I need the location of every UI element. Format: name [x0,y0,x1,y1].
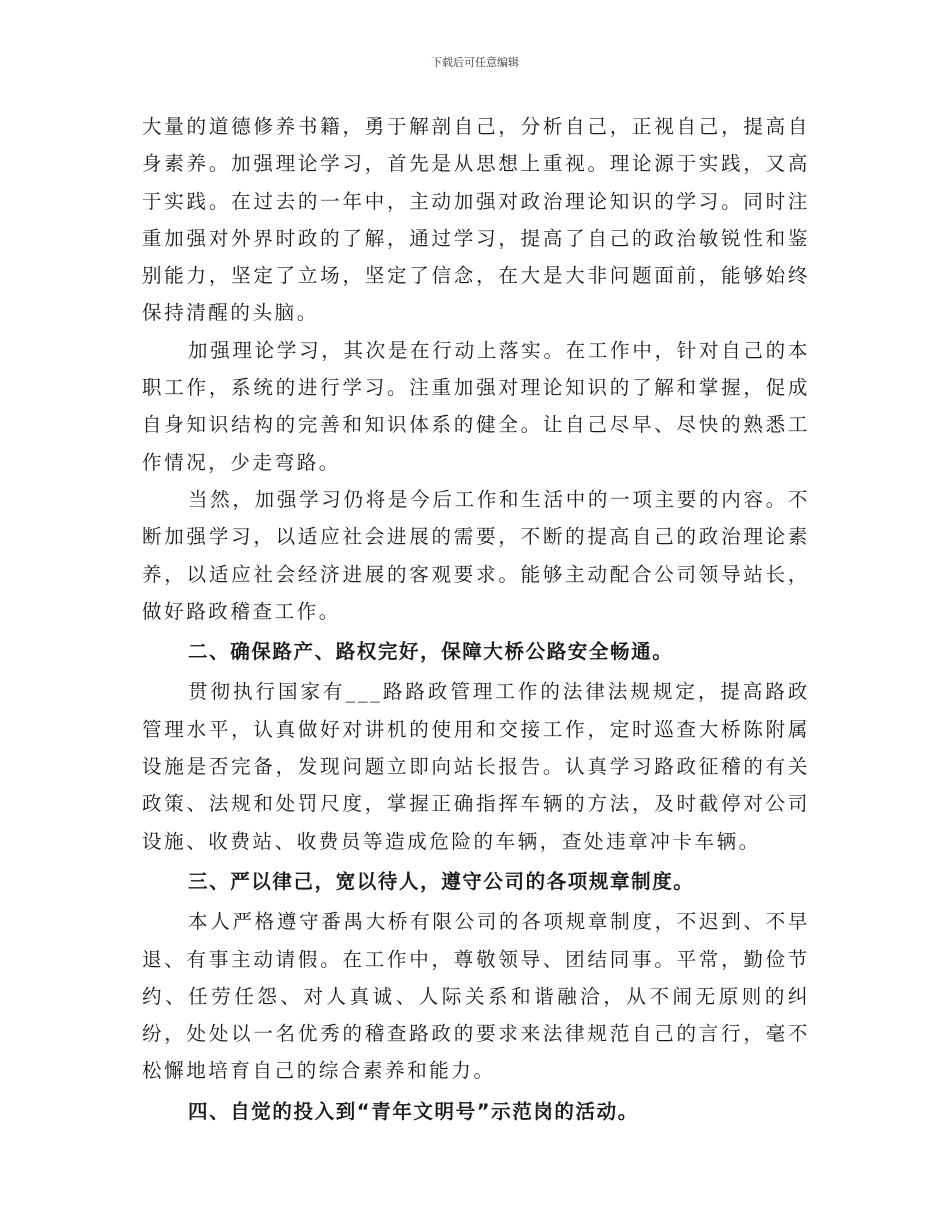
paragraph-practice: 加强理论学习，其次是在行动上落实。在工作中，针对自己的本职工作，系统的进行学习。注重加强对理论知识的了解和掌握，促成自身知识结构的完善和知识体系的健全。让自己尽早、尽快的熟悉工作情况，少走弯路。 [142,338,810,474]
section-heading-2: 二、确保路产、路权完好，保障大桥公路安全畅通。 [188,640,674,664]
paragraph-road-administration: 贯彻执行国家有___路路政管理工作的法律法规规定，提高路政管理水平，认真做好对讲机的使用和交接工作，定时巡查大桥陈附属设施是否完备，发现问题立即向站长报告。认真学习路政征稽的有关政策、法规和处罚尺度，掌握正确指挥车辆的方法，及时截停对公司设施、收费站、收费员等造成危险的车辆，查处违章冲卡车辆。 [142,680,810,853]
page-header: 下载后可任意编辑 [431,56,519,69]
section-heading-4: 四、自觉的投入到“青年文明号”示范岗的活动。 [188,1099,639,1123]
paragraph-continued-learning: 当然，加强学习仍将是今后工作和生活中的一项主要的内容。不断加强学习，以适应社会进展的需要，不断的提高自己的政治理论素养，以适应社会经济进展的客观要求。能够主动配合公司领导站长，做好路政稽查工作。 [142,487,810,623]
paragraph-company-rules: 本人严格遵守番禺大桥有限公司的各项规章制度，不迟到、不早退、有事主动请假。在工作中，尊敬领导、团结同事。平常，勤俭节约、任劳任怨、对人真诚、人际关系和谐融洽，从不闹无原则的纠纷，处处以一名优秀的稽查路政的要求来法律规范自己的言行，毫不松懈地培育自己的综合素养和能力。 [142,910,810,1083]
document-body [142,108,810,1133]
section-heading-3: 三、严以律己，宽以待人，遵守公司的各项规章制度。 [188,869,695,893]
paragraph-theory-study-continued: 大量的道德修养书籍，勇于解剖自己，分析自己，正视自己，提高自身素养。加强理论学习，首先是从思想上重视。理论源于实践，又高于实践。在过去的一年中，主动加强对政治理论知识的学习。同时注重加强对外界时政的了解，通过学习，提高了自己的政治敏锐性和鉴别能力，坚定了立场，坚定了信念，在大是大非问题面前，能够始终保持清醒的头脑。 [142,115,810,325]
